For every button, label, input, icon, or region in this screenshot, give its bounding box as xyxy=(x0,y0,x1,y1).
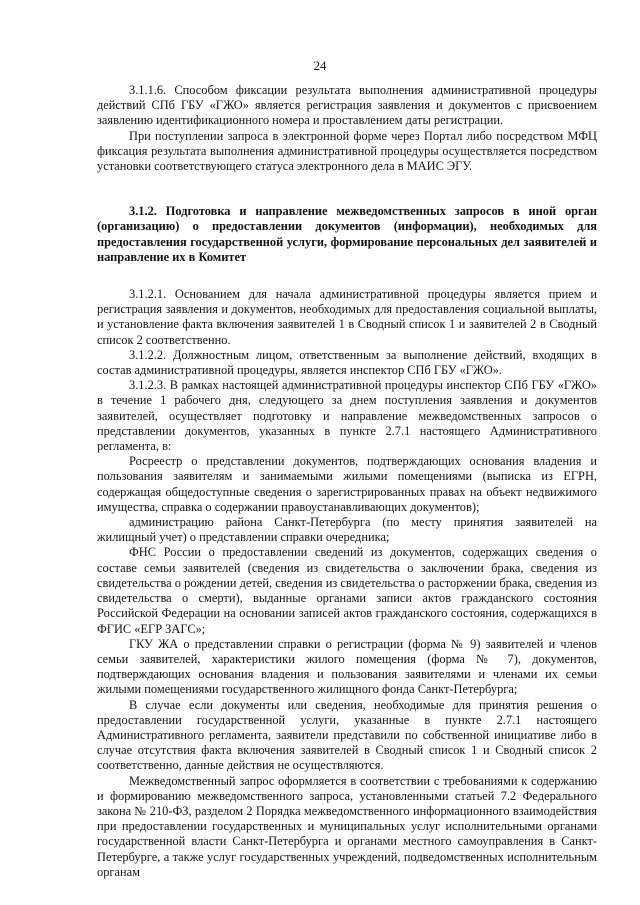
section-heading-3-1-2: 3.1.2. Подготовка и направление межведомственных запросов в иной орган (организацию) о предоставлении документов (информации), необходимых для предоставления государственной услуги, формирование персональных дел заявителей и направление их в Комитет xyxy=(97,204,597,264)
paragraph-interagency-request: Межведомственный запрос оформляется в соответствии с требованиями к содержанию и формированию межведомственного запроса, установленными статьей 7.2 Федерального закона № 210-ФЗ, разделом 2 Порядка межведомственного информационного взаимодействия при предоставлении государственных и муниципальных услуг исполнительными органами государственной власти Санкт-Петербурга и органами местного самоуправления в Санкт-Петербурге, а также услуг государственных учреждений, подведомственных исполнительным органам xyxy=(97,773,597,879)
page-number: 24 xyxy=(313,58,327,73)
paragraph-district-administration: администрацию района Санкт-Петербурга (по месту принятия заявителей на жилищный учет) о представлении справки очередника; xyxy=(97,515,597,545)
paragraph-3-1-2-3: 3.1.2.3. В рамках настоящей административной процедуры инспектор СПб ГБУ «ГЖО» в течение 1 рабочего дня, следующего за днем поступления заявления и документов заявителей, осуществляет подготовку и направление межведомственных запросов о представлении документов, указанных в пункте 2.7.1 настоящего Административного регламента, в: xyxy=(97,378,597,454)
spacer xyxy=(97,265,597,287)
paragraph-electronic-form: При поступлении запроса в электронной форме через Портал либо посредством МФЦ фиксация результата выполнения административной процедуры осуществляется посредством установки соответствующего статуса электронного дела в МАИС ЭГУ. xyxy=(97,128,597,174)
document-body xyxy=(97,83,597,880)
paragraph-fns: ФНС России о предоставлении сведений из документов, содержащих сведения о составе семьи заявителей (сведения из свидетельства о заключении брака, сведения из свидетельства о рождении детей, сведения из свидетельства о расторжении брака, сведения из свидетельства о смерти), выданные органами записи актов гражданского состояния Российской Федерации на основании записей актов гражданского состояния, содержащихся в ФГИС «ЕГР ЗАГС»; xyxy=(97,545,597,636)
paragraph-3-1-2-1: 3.1.2.1. Основанием для начала административной процедуры является прием и регистрация заявления и документов, необходимых для предоставления социальной выплаты, и установление факта включения заявителей 1 в Сводный список 1 и заявителей 2 в Сводный список 2 соответственно. xyxy=(97,287,597,347)
paragraph-rosreestr: Росреестр о представлении документов, подтверждающих основания владения и пользования заявителям и занимаемыми жилыми помещениями (выписка из ЕГРН, содержащая общедоступные сведения о зарегистрированных правах на объект недвижимого имущества, справка о содержании правоустанавливающих документов); xyxy=(97,454,597,514)
paragraph-3-1-1-6: 3.1.1.6. Способом фиксации результата выполнения административной процедуры действий СПб ГБУ «ГЖО» является регистрация заявления и документов с присвоением заявлению идентификационного номера и проставлением даты регистрации. xyxy=(97,83,597,128)
paragraph-gku-zha: ГКУ ЖА о представлении справки о регистрации (форма № 9) заявителей и членов семьи заявителей, характеристики жилого помещения (форма № 7), документов, подтверждающих основания владения и пользования заявителями и членами их семьи жилыми помещениями государственного жилищного фонда Санкт-Петербурга; xyxy=(97,636,597,697)
spacer xyxy=(97,174,597,204)
paragraph-3-1-2-2: 3.1.2.2. Должностным лицом, ответственным за выполнение действий, входящих в состав административной процедуры, является инспектор СПб ГБУ «ГЖО». xyxy=(97,347,597,378)
paragraph-own-initiative: В случае если документы или сведения, необходимые для принятия решения о предоставлении государственной услуги, указанные в пункте 2.7.1 настоящего Административного регламента, заявители представили по собственной инициативе либо в случае отсутствия факта включения заявителей в Сводный список 1 и Сводный список 2 соответственно, данные действия не осуществляются. xyxy=(97,697,597,773)
